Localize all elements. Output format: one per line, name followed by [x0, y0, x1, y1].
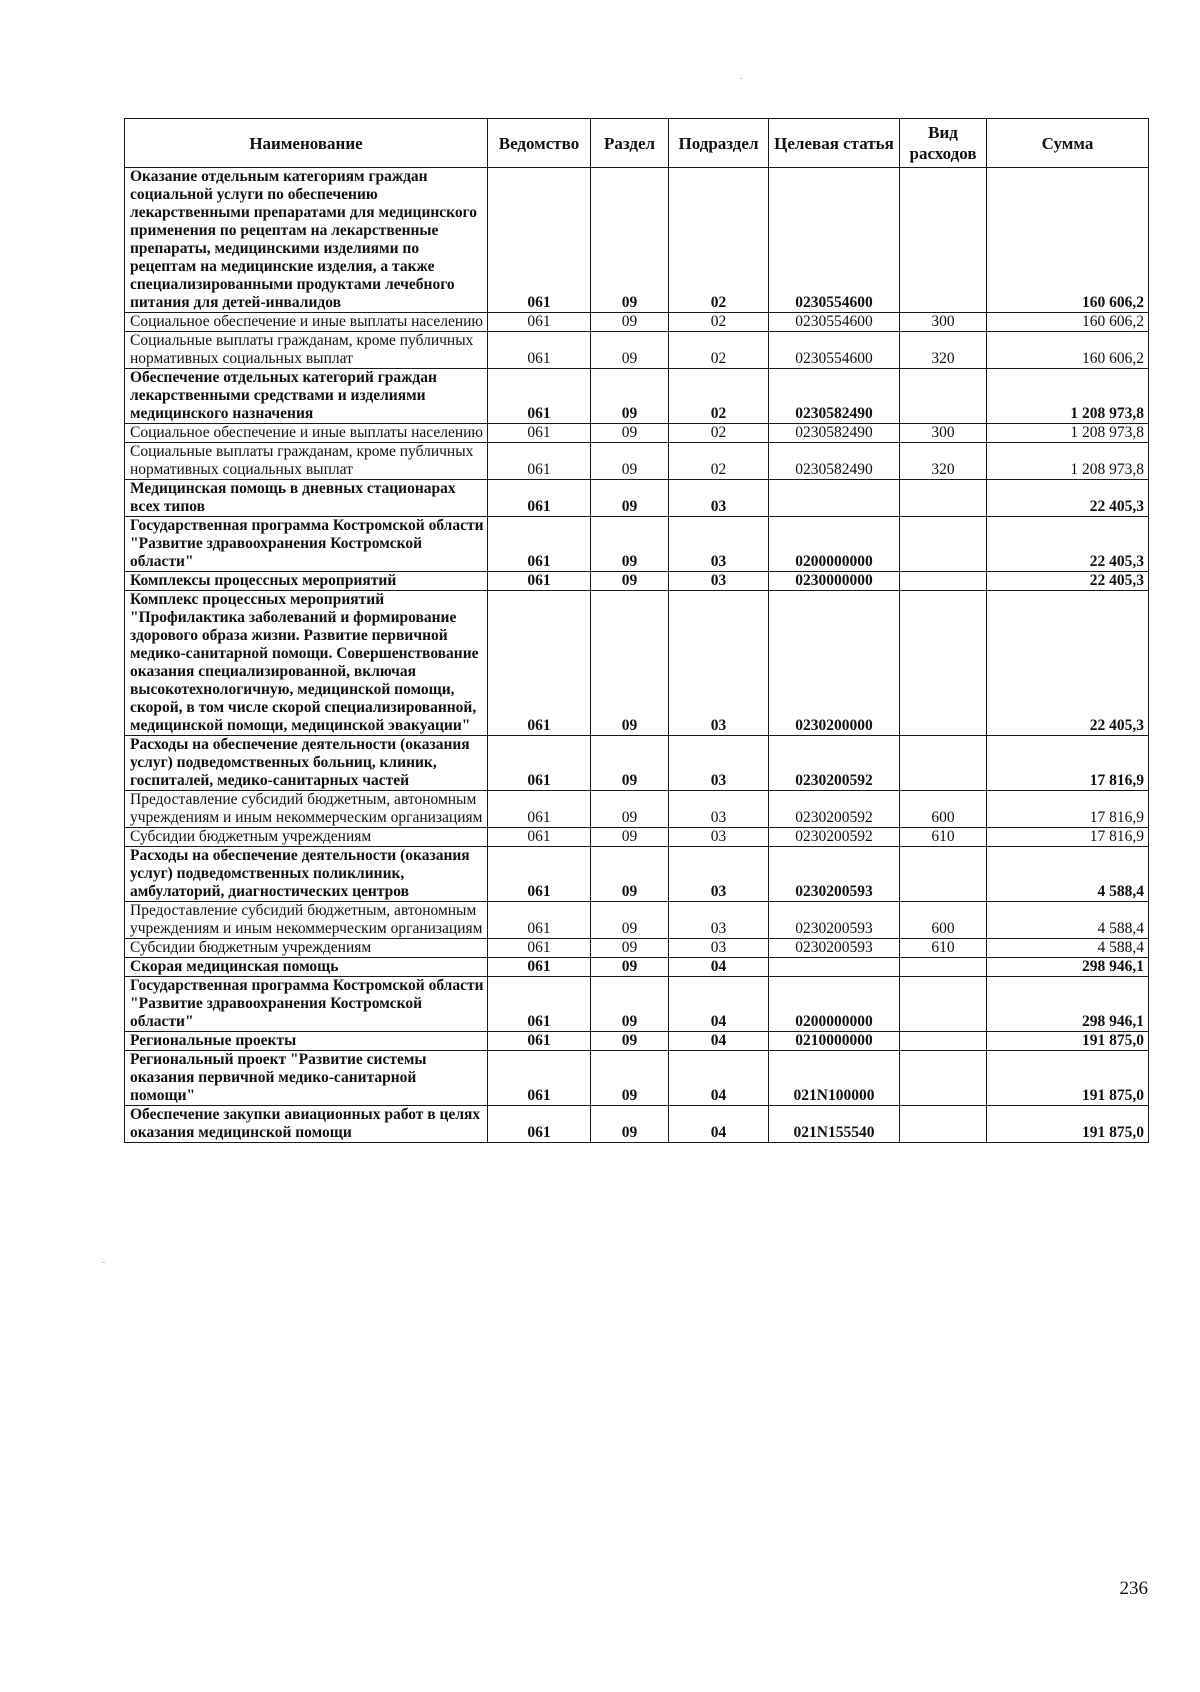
- cell-section: 09: [591, 313, 669, 332]
- cell-section: 09: [591, 1032, 669, 1051]
- cell-target: 0210000000: [769, 1032, 900, 1051]
- cell-section: 09: [591, 736, 669, 791]
- cell-agency: 061: [488, 736, 591, 791]
- cell-name: Предоставление субсидий бюджетным, автономным учреждениям и иным некоммерческим организациям: [125, 902, 488, 939]
- table-row: [125, 572, 1149, 591]
- table-body: [125, 168, 1149, 1143]
- cell-section: 09: [591, 847, 669, 902]
- cell-subsection: 03: [669, 847, 769, 902]
- cell-amount: 160 606,2: [987, 313, 1149, 332]
- cell-agency: 061: [488, 517, 591, 572]
- header-target: Целевая статья: [769, 119, 900, 168]
- cell-agency: 061: [488, 1051, 591, 1106]
- cell-agency: 061: [488, 902, 591, 939]
- cell-expense-type: 300: [900, 424, 987, 443]
- cell-subsection: 03: [669, 591, 769, 736]
- cell-section: 09: [591, 977, 669, 1032]
- cell-agency: 061: [488, 313, 591, 332]
- cell-expense-type: [900, 958, 987, 977]
- cell-agency: 061: [488, 424, 591, 443]
- cell-target: 021N155540: [769, 1106, 900, 1143]
- header-subsection: Подраздел: [669, 119, 769, 168]
- cell-agency: 061: [488, 847, 591, 902]
- header-amount: Сумма: [987, 119, 1149, 168]
- cell-expense-type: [900, 1106, 987, 1143]
- cell-expense-type: [900, 1032, 987, 1051]
- cell-amount: 22 405,3: [987, 591, 1149, 736]
- cell-target: 0200000000: [769, 517, 900, 572]
- cell-section: 09: [591, 1051, 669, 1106]
- cell-subsection: 04: [669, 1032, 769, 1051]
- table-row: [125, 591, 1149, 736]
- cell-name: Государственная программа Костромской области "Развитие здравоохранения Костромской области": [125, 977, 488, 1032]
- header-expense-type: Вид расходов: [900, 119, 987, 168]
- cell-section: 09: [591, 168, 669, 313]
- cell-subsection: 03: [669, 517, 769, 572]
- cell-name: Медицинская помощь в дневных стационарах всех типов: [125, 480, 488, 517]
- table-row: [125, 736, 1149, 791]
- cell-agency: 061: [488, 958, 591, 977]
- cell-name: Государственная программа Костромской области "Развитие здравоохранения Костромской области": [125, 517, 488, 572]
- cell-name: Обеспечение отдельных категорий граждан лекарственными средствами и изделиями медицинского назначения: [125, 369, 488, 424]
- cell-agency: 061: [488, 369, 591, 424]
- cell-subsection: 04: [669, 977, 769, 1032]
- cell-expense-type: 610: [900, 939, 987, 958]
- cell-subsection: 03: [669, 828, 769, 847]
- cell-name: Субсидии бюджетным учреждениям: [125, 828, 488, 847]
- cell-name: Социальные выплаты гражданам, кроме публичных нормативных социальных выплат: [125, 443, 488, 480]
- cell-target: 0230582490: [769, 443, 900, 480]
- cell-section: 09: [591, 939, 669, 958]
- page-number: 236: [1119, 1578, 1148, 1599]
- cell-section: 09: [591, 902, 669, 939]
- cell-agency: 061: [488, 480, 591, 517]
- cell-target: [769, 958, 900, 977]
- cell-target: 0230200592: [769, 736, 900, 791]
- cell-expense-type: [900, 847, 987, 902]
- cell-amount: 298 946,1: [987, 958, 1149, 977]
- cell-name: Оказание отдельным категориям граждан социальной услуги по обеспечению лекарственными препаратами для медицинского применения по рецептам на лекарственные препараты, медицинскими изделиями по рецептам на медицинские изделия, а также специализированными продуктами лечебного питания для детей-инвалидов: [125, 168, 488, 313]
- cell-subsection: 03: [669, 480, 769, 517]
- cell-agency: 061: [488, 1032, 591, 1051]
- cell-section: 09: [591, 517, 669, 572]
- cell-name: Региональные проекты: [125, 1032, 488, 1051]
- table-row: [125, 1032, 1149, 1051]
- cell-section: 09: [591, 443, 669, 480]
- cell-target: 021N100000: [769, 1051, 900, 1106]
- cell-section: 09: [591, 332, 669, 369]
- cell-name: Расходы на обеспечение деятельности (оказания услуг) подведомственных больниц, клиник, госпиталей, медико-санитарных частей: [125, 736, 488, 791]
- cell-target: 0230200593: [769, 847, 900, 902]
- table-row: [125, 902, 1149, 939]
- cell-target: 0230200592: [769, 828, 900, 847]
- cell-amount: 4 588,4: [987, 847, 1149, 902]
- cell-amount: 160 606,2: [987, 332, 1149, 369]
- cell-agency: 061: [488, 828, 591, 847]
- cell-target: 0230200000: [769, 591, 900, 736]
- table-row: [125, 847, 1149, 902]
- cell-section: 09: [591, 480, 669, 517]
- cell-target: 0230582490: [769, 424, 900, 443]
- table-row: [125, 168, 1149, 313]
- scan-speck: [740, 78, 742, 79]
- cell-agency: 061: [488, 977, 591, 1032]
- cell-subsection: 03: [669, 791, 769, 828]
- cell-amount: 22 405,3: [987, 517, 1149, 572]
- header-row: [125, 119, 1149, 168]
- cell-section: 09: [591, 591, 669, 736]
- cell-target: [769, 480, 900, 517]
- cell-expense-type: 300: [900, 313, 987, 332]
- cell-subsection: 03: [669, 572, 769, 591]
- cell-section: 09: [591, 828, 669, 847]
- cell-target: 0230200593: [769, 902, 900, 939]
- header-section: Раздел: [591, 119, 669, 168]
- cell-expense-type: [900, 480, 987, 517]
- budget-table: [124, 118, 1149, 1143]
- cell-amount: 298 946,1: [987, 977, 1149, 1032]
- table-row: [125, 1051, 1149, 1106]
- cell-section: 09: [591, 791, 669, 828]
- cell-agency: 061: [488, 168, 591, 313]
- cell-expense-type: [900, 591, 987, 736]
- cell-target: 0230554600: [769, 332, 900, 369]
- cell-amount: 191 875,0: [987, 1032, 1149, 1051]
- cell-expense-type: 600: [900, 902, 987, 939]
- cell-subsection: 03: [669, 736, 769, 791]
- header-name: Наименование: [125, 119, 488, 168]
- cell-target: 0230200593: [769, 939, 900, 958]
- cell-subsection: 03: [669, 939, 769, 958]
- cell-section: 09: [591, 424, 669, 443]
- cell-subsection: 02: [669, 332, 769, 369]
- cell-name: Обеспечение закупки авиационных работ в целях оказания медицинской помощи: [125, 1106, 488, 1143]
- cell-agency: 061: [488, 591, 591, 736]
- cell-amount: 17 816,9: [987, 736, 1149, 791]
- cell-target: 0230554600: [769, 313, 900, 332]
- cell-amount: 17 816,9: [987, 828, 1149, 847]
- cell-name: Расходы на обеспечение деятельности (оказания услуг) подведомственных поликлиник, амбулаторий, диагностических центров: [125, 847, 488, 902]
- cell-subsection: 02: [669, 369, 769, 424]
- cell-section: 09: [591, 572, 669, 591]
- table-row: [125, 1106, 1149, 1143]
- cell-subsection: 04: [669, 958, 769, 977]
- header-agency: Ведомство: [488, 119, 591, 168]
- table-row: [125, 939, 1149, 958]
- cell-agency: 061: [488, 443, 591, 480]
- cell-expense-type: [900, 517, 987, 572]
- table-row: [125, 332, 1149, 369]
- cell-target: 0230554600: [769, 168, 900, 313]
- cell-subsection: 02: [669, 443, 769, 480]
- cell-subsection: 04: [669, 1106, 769, 1143]
- table-row: [125, 424, 1149, 443]
- cell-subsection: 02: [669, 424, 769, 443]
- cell-name: Социальное обеспечение и иные выплаты населению: [125, 424, 488, 443]
- cell-name: Предоставление субсидий бюджетным, автономным учреждениям и иным некоммерческим организациям: [125, 791, 488, 828]
- cell-amount: 1 208 973,8: [987, 369, 1149, 424]
- table-row: [125, 480, 1149, 517]
- cell-subsection: 04: [669, 1051, 769, 1106]
- cell-amount: 22 405,3: [987, 480, 1149, 517]
- cell-amount: 4 588,4: [987, 939, 1149, 958]
- cell-subsection: 02: [669, 168, 769, 313]
- cell-name: Комплексы процессных мероприятий: [125, 572, 488, 591]
- cell-amount: 191 875,0: [987, 1106, 1149, 1143]
- cell-section: 09: [591, 1106, 669, 1143]
- cell-expense-type: 320: [900, 332, 987, 369]
- table-row: [125, 517, 1149, 572]
- cell-target: 0230000000: [769, 572, 900, 591]
- cell-expense-type: [900, 736, 987, 791]
- cell-name: Субсидии бюджетным учреждениям: [125, 939, 488, 958]
- cell-target: 0230582490: [769, 369, 900, 424]
- cell-expense-type: [900, 168, 987, 313]
- cell-amount: 191 875,0: [987, 1051, 1149, 1106]
- cell-agency: 061: [488, 791, 591, 828]
- cell-name: Скорая медицинская помощь: [125, 958, 488, 977]
- cell-agency: 061: [488, 1106, 591, 1143]
- cell-expense-type: 610: [900, 828, 987, 847]
- table-row: [125, 791, 1149, 828]
- cell-name: Социальное обеспечение и иные выплаты населению: [125, 313, 488, 332]
- cell-expense-type: [900, 1051, 987, 1106]
- cell-expense-type: [900, 572, 987, 591]
- cell-amount: 17 816,9: [987, 791, 1149, 828]
- cell-amount: 1 208 973,8: [987, 443, 1149, 480]
- table-row: [125, 369, 1149, 424]
- cell-agency: 061: [488, 939, 591, 958]
- cell-amount: 1 208 973,8: [987, 424, 1149, 443]
- cell-expense-type: [900, 369, 987, 424]
- cell-name: Комплекс процессных мероприятий "Профилактика заболеваний и формирование здорового образа жизни. Развитие первичной медико-санитарной помощи. Совершенствование оказания специализированной, включая высокотехнологичную, медицинской помощи, скорой, в том числе скорой специализированной, медицинской помощи, медицинской эвакуации": [125, 591, 488, 736]
- cell-name: Социальные выплаты гражданам, кроме публичных нормативных социальных выплат: [125, 332, 488, 369]
- cell-amount: 4 588,4: [987, 902, 1149, 939]
- scan-speck: [102, 1262, 105, 1263]
- cell-amount: 22 405,3: [987, 572, 1149, 591]
- table-row: [125, 443, 1149, 480]
- cell-subsection: 02: [669, 313, 769, 332]
- table-row: [125, 313, 1149, 332]
- cell-section: 09: [591, 369, 669, 424]
- cell-section: 09: [591, 958, 669, 977]
- cell-subsection: 03: [669, 902, 769, 939]
- cell-expense-type: 600: [900, 791, 987, 828]
- table-row: [125, 958, 1149, 977]
- cell-amount: 160 606,2: [987, 168, 1149, 313]
- cell-agency: 061: [488, 572, 591, 591]
- table-row: [125, 977, 1149, 1032]
- cell-target: 0230200592: [769, 791, 900, 828]
- cell-target: 0200000000: [769, 977, 900, 1032]
- cell-agency: 061: [488, 332, 591, 369]
- cell-expense-type: 320: [900, 443, 987, 480]
- table-row: [125, 828, 1149, 847]
- cell-expense-type: [900, 977, 987, 1032]
- cell-name: Региональный проект "Развитие системы оказания первичной медико-санитарной помощи": [125, 1051, 488, 1106]
